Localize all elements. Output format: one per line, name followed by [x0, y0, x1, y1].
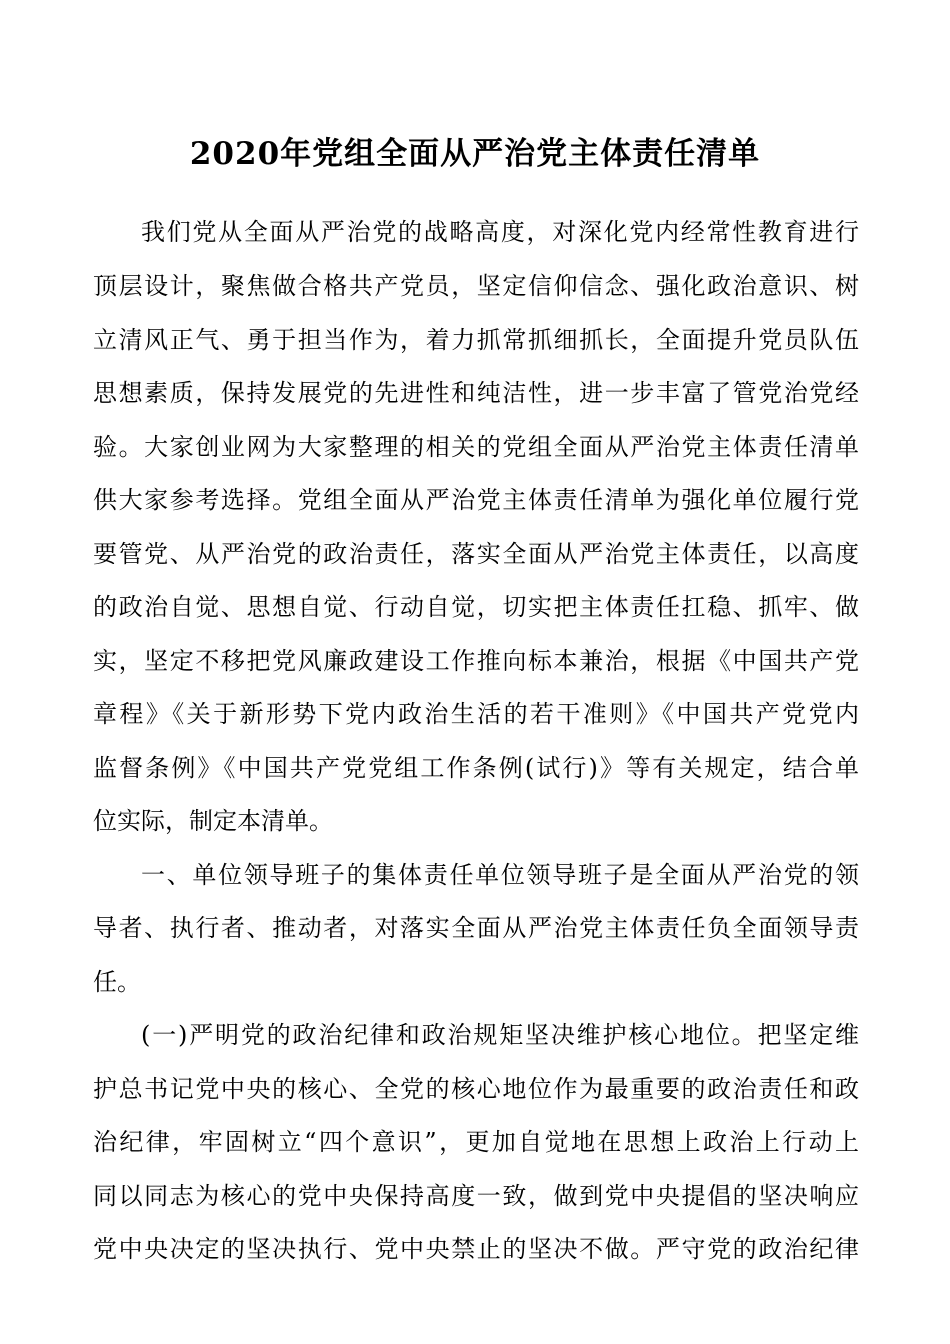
- paragraph-line: 监督条例》《中国共产党党组工作条例(试行)》等有关规定，结合单: [93, 754, 859, 782]
- paragraph-line: 治纪律，牢固树立“四个意识”，更加自觉地在思想上政治上行动上: [93, 1128, 859, 1156]
- paragraph-line: 导者、执行者、推动者，对落实全面从严治党主体责任负全面领导责: [93, 914, 859, 942]
- paragraph-line: 顶层设计，聚焦做合格共产党员，坚定信仰信念、强化政治意识、树: [93, 272, 859, 300]
- paragraph-line: 要管党、从严治党的政治责任，落实全面从严治党主体责任，以高度: [93, 540, 859, 568]
- paragraph-line: 护总书记党中央的核心、全党的核心地位作为最重要的政治责任和政: [93, 1075, 859, 1103]
- paragraph-line: 任。: [93, 968, 141, 996]
- paragraph-line: 思想素质，保持发展党的先进性和纯洁性，进一步丰富了管党治党经: [93, 379, 859, 407]
- paragraph-line: 章程》《关于新形势下党内政治生活的若干准则》《中国共产党党内: [93, 700, 859, 728]
- paragraph-line: 一、单位领导班子的集体责任单位领导班子是全面从严治党的领: [141, 861, 859, 889]
- paragraph-line: 立清风正气、勇于担当作为，着力抓常抓细抓长，全面提升党员队伍: [93, 326, 859, 354]
- paragraph-line: 的政治自觉、思想自觉、行动自觉，切实把主体责任扛稳、抓牢、做: [93, 593, 859, 621]
- paragraph-line: (一)严明党的政治纪律和政治规矩坚决维护核心地位。把坚定维: [141, 1021, 859, 1049]
- paragraph-line: 供大家参考选择。党组全面从严治党主体责任清单为强化单位履行党: [93, 486, 859, 514]
- paragraph-line: 位实际，制定本清单。: [93, 807, 333, 835]
- paragraph-line: 同以同志为核心的党中央保持高度一致，做到党中央提倡的坚决响应: [93, 1182, 859, 1210]
- paragraph-line: 实，坚定不移把党风廉政建设工作推向标本兼治，根据《中国共产党: [93, 647, 859, 675]
- paragraph-line: 党中央决定的坚决执行、党中央禁止的坚决不做。严守党的政治纪律: [93, 1235, 859, 1263]
- document-title: 2020年党组全面从严治党主体责任清单: [189, 136, 761, 172]
- paragraph-line: 验。大家创业网为大家整理的相关的党组全面从严治党主体责任清单: [93, 433, 859, 461]
- paragraph-line: 我们党从全面从严治党的战略高度，对深化党内经常性教育进行: [141, 218, 859, 246]
